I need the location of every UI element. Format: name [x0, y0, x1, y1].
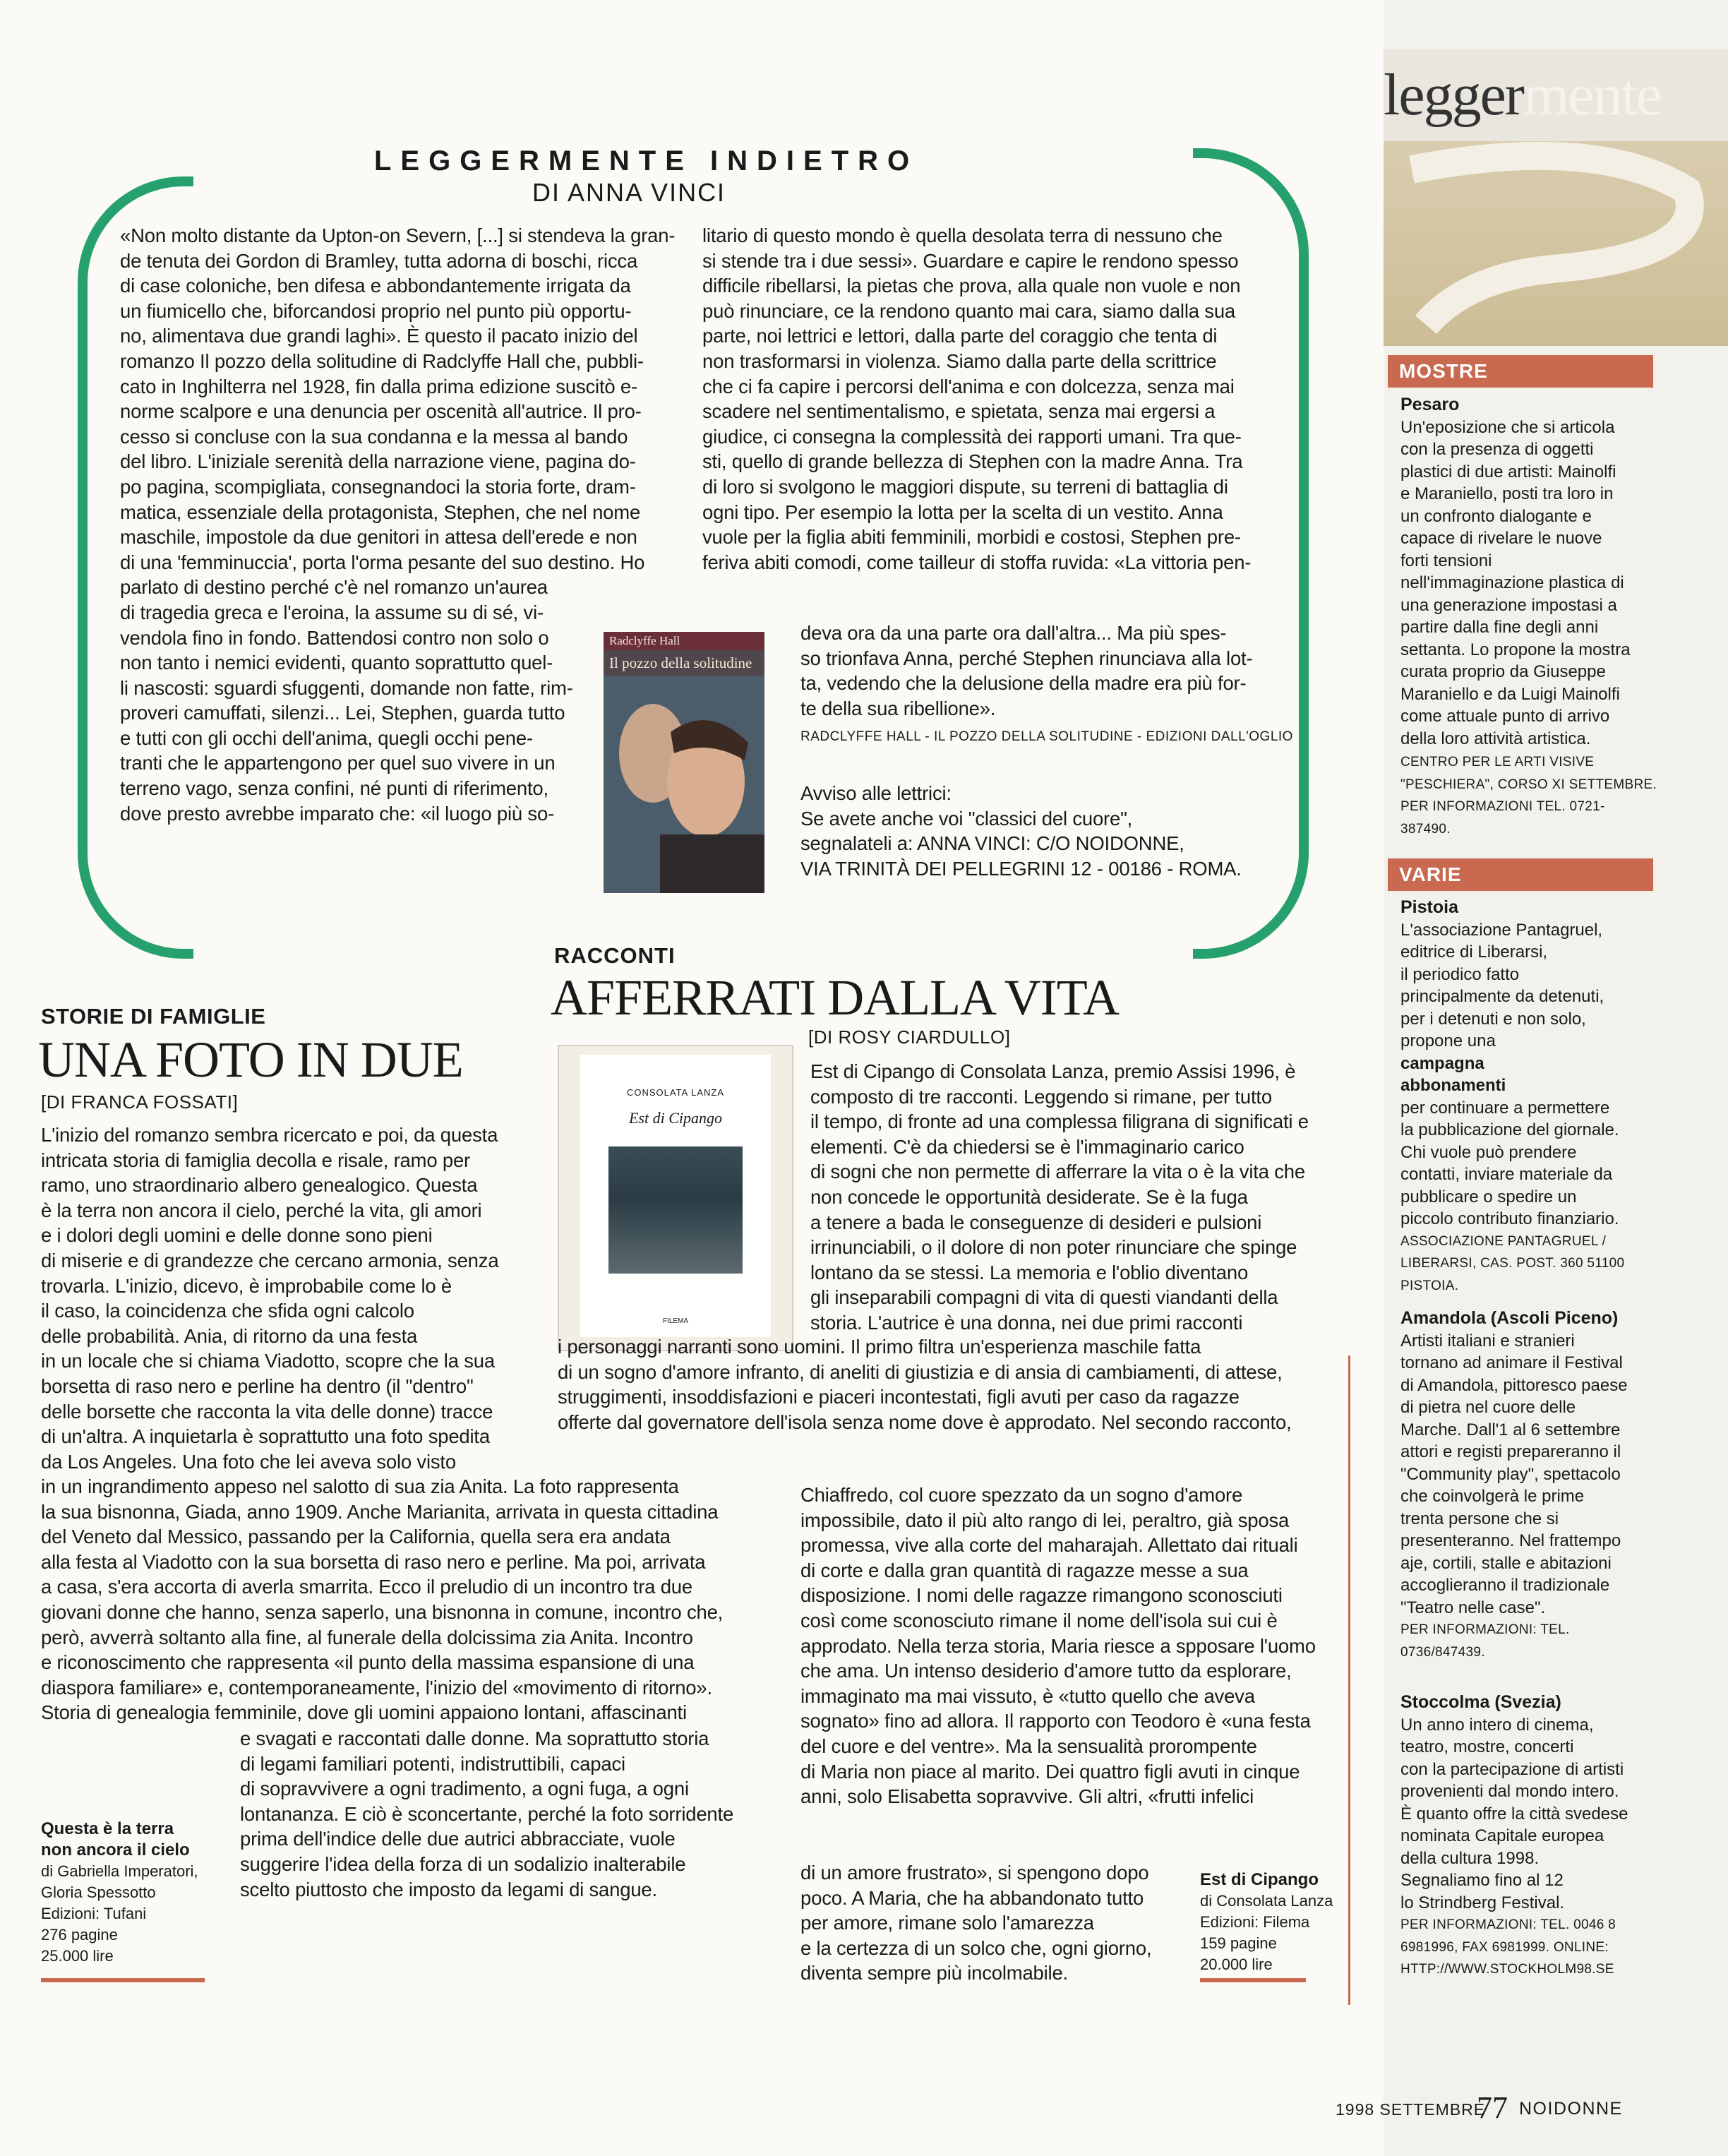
text-line: per continuare a permettere — [1400, 1098, 1610, 1118]
varie-header: VARIE — [1388, 858, 1653, 891]
text-line: immaginato ma mai vissuto, è «tutto quello che aveva — [800, 1684, 1255, 1707]
text-line: contatti, inviare materiale da — [1400, 1165, 1613, 1184]
text-line: il tempo, di fronte ad una complessa filigrana di significati e — [810, 1110, 1309, 1133]
text-line: accoglieranno il tradizionale — [1400, 1576, 1610, 1595]
caption-rule-left — [41, 1978, 205, 1982]
text-line: della cultura 1998. — [1400, 1848, 1540, 1868]
text-line: PER INFORMAZIONI: TEL. — [1400, 1622, 1570, 1637]
mostre-city: Pesaro — [1400, 395, 1460, 414]
text-line: a casa, s'era accorta di averla smarrita. Ecco il preludio di un incontro tra due — [41, 1576, 692, 1598]
text-line: e i dolori degli uomini e delle donne sono pieni — [41, 1224, 433, 1247]
text-line: "PESCHIERA", CORSO XI SETTEMBRE. — [1400, 777, 1657, 792]
text-line: parlato di destino perché c'è nel romanzo un'aurea — [120, 576, 548, 599]
text-line: borsetta di raso nero e perline ha dentro (il "dentro" — [41, 1375, 474, 1397]
text-line: una generazione impostasi a — [1400, 595, 1617, 615]
text-line: sognato» fino ad allora. Il rapporto con Teodoro è «una festa — [800, 1710, 1311, 1732]
text-line: 159 pagine — [1200, 1934, 1277, 1952]
decorative-band — [1384, 141, 1728, 346]
caption-title2: non ancora il cielo — [41, 1840, 190, 1859]
text-line: promessa, vive alla corte del maharajah. Allettato dai rituali — [800, 1534, 1298, 1557]
text-line: di Gabriella Imperatori, — [41, 1862, 198, 1880]
text-line: con la presenza di oggetti — [1400, 440, 1594, 459]
text-line: propone una — [1400, 1031, 1496, 1050]
text-line: nominata Capitale europea — [1400, 1826, 1604, 1845]
text-line: 25.000 lire — [41, 1947, 114, 1965]
text-line: terreno vago, senza confini, né punti di riferimento, — [120, 777, 548, 800]
text-line: di un'altra. A inquietarla è soprattutto una foto spedita — [41, 1425, 490, 1448]
text-line: Edizioni: Filema — [1200, 1913, 1310, 1931]
text-line: di Amandola, pittoresco paese — [1400, 1375, 1628, 1395]
text-line: elementi. C'è da chiedersi se è l'immaginario carico — [810, 1135, 1244, 1158]
pistoia-info — [1400, 1230, 1637, 1298]
text-line: si stende tra i due sessi». Guardare e capire le rendono spesso — [702, 249, 1239, 272]
famiglie-caption — [41, 1819, 224, 1967]
footer-date: 1998 SETTEMBRE — [1336, 2100, 1486, 2119]
text-line: di sogni che non permette di afferrare la vita o è la vita che — [810, 1161, 1305, 1183]
racconti-kicker: RACCONTI — [554, 943, 676, 968]
text-line: offerte dal governatore dell'isola senza nome dove è approdato. Nel secondo racconto, — [558, 1411, 1292, 1433]
text-line: provenienti dal mondo intero. — [1400, 1782, 1619, 1801]
top-left-column — [120, 223, 676, 826]
text-line: che ci fa capire i percorsi dell'anima e con dolcezza, senza mai — [702, 375, 1235, 397]
text-line: della loro attività artistica. — [1400, 729, 1591, 748]
text-line: curata proprio da Giuseppe — [1400, 662, 1606, 681]
text-line: po pagina, scompigliata, consegnandoci la storia forte, dram- — [120, 475, 636, 498]
text-line: in un locale che si chiama Viadotto, scopre che la sua — [41, 1350, 495, 1372]
stoccolma-text — [1400, 1714, 1637, 1915]
text-line: Artisti italiani e stranieri — [1400, 1331, 1575, 1351]
text-line: disposizione. I nomi delle ragazze rimangono sconosciuti — [800, 1584, 1283, 1607]
text-line: che ama. Un intenso desiderio d'amore tutto da esplorare, — [800, 1660, 1292, 1682]
text-line: di una 'femminuccia', porta l'orma pesante del suo destino. Ho — [120, 551, 645, 573]
source-line: RADCLYFFE HALL - IL POZZO DELLA SOLITUDINE - EDIZIONI DALL'OGLIO — [800, 729, 1293, 744]
cover-portrait — [604, 676, 764, 893]
text-line: "Community play", spettacolo — [1400, 1464, 1621, 1484]
text-line: la pubblicazione del giornale. — [1400, 1120, 1619, 1139]
amandola-block — [1400, 1307, 1637, 1663]
mostre-block — [1400, 394, 1657, 840]
amandola-text — [1400, 1330, 1637, 1619]
text-line: ramo, uno straordinario albero genealogico. Questa — [41, 1174, 478, 1197]
text-line: di miserie e di grandezze che cercano armonia, senza — [41, 1249, 499, 1271]
text-line: CENTRO PER LE ARTI VISIVE — [1400, 755, 1595, 769]
text-line: Edizioni: Tufani — [41, 1905, 147, 1922]
text-line: anni, solo Elisabetta sopravvive. Gli altri, «frutti infelici — [800, 1785, 1254, 1808]
text-line: la sua bisnonna, Giada, anno 1909. Anche Marianita, arrivata in questa cittadina — [41, 1500, 719, 1523]
racconti-narrow-text — [800, 1483, 1351, 1809]
text-line: Chiaffredo, col cuore spezzato da un sogno d'amore — [800, 1484, 1243, 1506]
text-line: pubblicare o spedire un — [1400, 1187, 1577, 1206]
footer-magazine: NOIDONNE — [1519, 2099, 1623, 2119]
text-line: di sopravvivere a ogni tradimento, a ogni fuga, a ogni — [240, 1778, 689, 1800]
text-line: feriva abiti comodi, come tailleur di stoffa ruvida: «La vittoria pen- — [702, 551, 1252, 573]
pistoia-text2 — [1400, 1097, 1637, 1230]
text-line: LIBERARSI, CAS. POST. 360 51100 — [1400, 1256, 1625, 1271]
text-line: «Non molto distante da Upton-on Severn, [...] si stendeva la gran- — [120, 224, 676, 246]
text-line: Un'eposizione che si articola — [1400, 417, 1615, 437]
text-line: e la certezza di un solco che, ogni giorno, — [800, 1936, 1152, 1959]
pistoia-city: Pistoia — [1400, 897, 1458, 917]
text-line: di un sogno d'amore infranto, di aneliti di giustizia e di ansia di cambiamenti, di attese, — [558, 1360, 1283, 1383]
famiglie-kicker: STORIE DI FAMIGLIE — [41, 1004, 266, 1029]
text-line: Segnaliamo fino al 12 — [1400, 1871, 1564, 1890]
text-line: Chi vuole può prendere — [1400, 1142, 1577, 1162]
text-line: norme scalpore e una denuncia per oscenità all'autrice. Il pro- — [120, 400, 642, 423]
text-line: difficile ribellarsi, la pietas che prova, alla quale non vuole e non — [702, 275, 1241, 297]
text-line: lo Strindberg Festival. — [1400, 1893, 1565, 1912]
text-line: vendola fino in fondo. Battendosi contro non solo o — [120, 626, 549, 649]
text-line: a tenere a bada le conseguenze di desideri e pulsioni — [810, 1211, 1262, 1233]
amandola-info — [1400, 1619, 1637, 1663]
text-line: un fiumicello che, biforcandosi proprio nel punto più opportu- — [120, 299, 632, 322]
text-line: PER INFORMAZIONI TEL. 0721- — [1400, 799, 1605, 814]
text-line: Se avete anche voi "classici del cuore", — [800, 807, 1133, 830]
text-line: settanta. Lo propone la mostra — [1400, 640, 1631, 659]
text-line: trovarla. L'inizio, dicevo, è improbabile come lo è — [41, 1274, 452, 1297]
text-line: ASSOCIAZIONE PANTAGRUEL / — [1400, 1233, 1607, 1249]
text-line: struggimenti, insoddisfazioni e piaceri incontestati, figli avuti per caso da ragazze — [558, 1386, 1240, 1408]
text-line: segnalateli a: ANNA VINCI: C/O NOIDONNE, — [800, 832, 1184, 855]
text-line: intricata storia di famiglia decolla e risale, ramo per — [41, 1149, 471, 1171]
text-line: non trasformarsi in violenza. Siamo dalla parte della scrittrice — [702, 349, 1217, 372]
text-line: Maraniello e da Luigi Mainolfi — [1400, 684, 1620, 704]
text-line: li nascosti: sguardi sfuggenti, domande non fatte, rim- — [120, 676, 573, 699]
text-line: forti tensioni — [1400, 551, 1492, 570]
top-right-continuation — [800, 621, 1259, 721]
caption-details-cipango — [1200, 1891, 1355, 1975]
top-right-column — [702, 223, 1260, 575]
book-cover-cipango — [559, 1046, 792, 1350]
text-line: capace di rivelare le nuove — [1400, 529, 1602, 548]
pistoia-block — [1400, 897, 1637, 1297]
text-line: di un amore frustrato», si spengono dopo — [800, 1862, 1149, 1883]
text-line: Gloria Spessotto — [41, 1883, 156, 1901]
text-line: alla festa al Viadotto con la sua borsetta di raso nero e perline. Ma poi, arrivata — [41, 1550, 706, 1573]
amandola-city: Amandola (Ascoli Piceno) — [1400, 1308, 1619, 1328]
text-line: e Maraniello, posti tra loro in — [1400, 484, 1614, 503]
text-line: parte, noi lettrici e lettori, dalla parte del coraggio che tenta di — [702, 325, 1218, 347]
text-line: PER INFORMAZIONI: TEL. 0046 8 — [1400, 1917, 1616, 1932]
brand-part2: mente — [1523, 62, 1662, 128]
famiglie-tail-text — [240, 1726, 748, 1902]
pistoia-bold2: abbonamenti — [1400, 1076, 1506, 1095]
cover-painting — [608, 1146, 743, 1274]
text-line: te della sua ribellione». — [800, 697, 996, 719]
text-line: e tutti con gli occhi dell'anima, quegli occhi pene- — [120, 726, 533, 749]
text-line: ta, vedendo che la delusione della madre era più for- — [800, 672, 1247, 695]
text-line: così come sconosciuto rimane il nome dell'isola sui cui è — [800, 1609, 1278, 1631]
text-line: diventa sempre più incolmabile. — [800, 1962, 1069, 1984]
text-line: impossibile, dato il più alto rango di lei, peraltro, già sposa — [800, 1509, 1290, 1531]
text-line: Avviso alle lettrici: — [800, 782, 952, 804]
text-line: del cuore e del ventre». Ma la sensualità prorompente — [800, 1735, 1257, 1757]
text-line: sti, quello di grande bellezza di Stephen con la madre Anna. Tra — [702, 450, 1243, 473]
text-line: Storia di genealogia femminile, dove gli uomini appaiono lontani, affascinanti — [41, 1701, 687, 1724]
text-line: delle borsette che racconta la vita delle donne) tracce — [41, 1400, 493, 1423]
text-line: L'inizio del romanzo sembra ricercato e poi, da questa — [41, 1124, 498, 1146]
text-line: giudice, ci consegna la complessità dei rapporti umani. Tra que- — [702, 425, 1242, 448]
text-line: 6981996, FAX 6981999. ONLINE: — [1400, 1939, 1609, 1955]
text-line: proveri camuffati, silenzi... Lei, Stephen, guarda tutto — [120, 702, 565, 724]
text-line: HTTP://WWW.STOCKHOLM98.SE — [1400, 1962, 1614, 1977]
text-line: di loro si svolgono le maggiori dispute, su terreni di battaglia di — [702, 475, 1228, 498]
text-line: da Los Angeles. Una foto che lei aveva solo visto — [41, 1450, 456, 1473]
text-line: i personaggi narranti sono uomini. Il primo filtra un'esperienza maschile fatta — [558, 1336, 1201, 1358]
text-line: di legami familiari potenti, indistruttibili, capaci — [240, 1752, 625, 1775]
text-line: so trionfava Anna, perché Stephen rinunciava alla lot- — [800, 647, 1253, 669]
racconti-text — [810, 1059, 1354, 1336]
famiglie-title: UNA FOTO IN DUE — [38, 1031, 463, 1088]
leggermente-byline: DI ANNA VINCI — [532, 178, 726, 207]
text-line: "Teatro nelle case". — [1400, 1598, 1546, 1617]
text-line: che coinvolgerà le prime — [1400, 1487, 1585, 1506]
text-line: per i detenuti e non solo, — [1400, 1009, 1586, 1029]
famiglie-byline: [DI FRANCA FOSSATI] — [41, 1091, 239, 1113]
text-line: PISTOIA. — [1400, 1278, 1459, 1293]
cover-title-cipango: Est di Cipango — [628, 1109, 722, 1127]
caption-rule-right — [1200, 1978, 1306, 1982]
stoccolma-city: Stoccolma (Svezia) — [1400, 1692, 1561, 1712]
text-line: non tanto i nemici evidenti, quanto soprattutto quel- — [120, 652, 553, 674]
mostre-header: MOSTRE — [1388, 355, 1653, 388]
text-line: È quanto offre la città svedese — [1400, 1804, 1628, 1823]
text-line: deva ora da una parte ora dall'altra... Ma più spes- — [800, 622, 1227, 644]
pistoia-text — [1400, 919, 1637, 1053]
text-line: suggerire l'idea della forza di un sodalizio inalterabile — [240, 1852, 686, 1875]
text-line: principalmente da detenuti, — [1400, 987, 1604, 1006]
racconti-caption — [1200, 1869, 1355, 1975]
text-line: giovani donne che hanno, senza saperlo, una bisnonna in comune, incontro che, — [41, 1600, 724, 1623]
text-line: nell'immaginazione plastica di — [1400, 573, 1624, 592]
cover-author: Radclyffe Hall — [604, 632, 764, 650]
text-line: trenta persone che si — [1400, 1509, 1559, 1528]
cover-title: Il pozzo della solitudine — [609, 654, 752, 671]
famiglie-wide-text — [41, 1474, 788, 1725]
leggermente-title: LEGGERMENTE INDIETRO — [374, 145, 919, 176]
text-line: L'associazione Pantagruel, — [1400, 920, 1603, 940]
text-line: lontananza. E ciò è sconcertante, perché la foto sorridente — [240, 1802, 734, 1825]
text-line: aje, cortili, stalle e abitazioni — [1400, 1553, 1612, 1573]
text-line: de tenuta dei Gordon di Bramley, tutta adorna di boschi, ricca — [120, 249, 638, 272]
mostre-info — [1400, 751, 1657, 840]
text-line: approdato. Nella terza storia, Maria riesce a spposare l'uomo — [800, 1634, 1316, 1657]
caption-details — [41, 1861, 224, 1967]
text-line: irrinunciabili, o il dolore di non poter rinunciare che spinge — [810, 1236, 1297, 1259]
text-line: del libro. L'iniziale serenità della narrazione viene, pagina do- — [120, 450, 636, 473]
text-line: vuole per la figlia abiti femminili, morbidi e costosi, Stephen pre- — [702, 526, 1241, 549]
text-line: Est di Cipango di Consolata Lanza, premio Assisi 1996, è — [810, 1060, 1296, 1082]
text-line: attori e registi prepareranno il — [1400, 1442, 1621, 1461]
text-line: non concede le opportunità desiderate. Se è la fuga — [810, 1185, 1248, 1208]
text-line: dove presto avrebbe imparato che: «il luogo più so- — [120, 802, 555, 825]
racconti-short-text — [800, 1860, 1185, 1986]
pistoia-bold: campagna — [1400, 1053, 1484, 1073]
text-line: di Maria non piace al marito. Dei quattro figli avuti in cinque — [800, 1760, 1300, 1783]
text-line: lontano da se stessi. La memoria e l'oblio diventano — [810, 1261, 1249, 1283]
text-line: cesso si concluse con la sua condanna e la messa al bando — [120, 425, 628, 448]
text-line: scelto piuttosto che imposto da legami di sangue. — [240, 1878, 657, 1900]
text-line: matica, essenziale della protagonista, Stephen, che nel nome — [120, 501, 641, 523]
notice-block — [800, 781, 1295, 881]
text-line: il caso, la coincidenza che sfida ogni calcolo — [41, 1300, 414, 1322]
text-line: cato in Inghilterra nel 1928, fin dalla prima edizione suscitò e- — [120, 375, 637, 397]
stoccolma-block — [1400, 1691, 1637, 1981]
cover-author-cipango: CONSOLATA LANZA — [626, 1087, 725, 1098]
text-line: Marche. Dall'1 al 6 settembre — [1400, 1420, 1621, 1439]
text-line: plastici di due artisti: Mainolfi — [1400, 462, 1616, 481]
footer-page: 77 — [1477, 2090, 1508, 2125]
famiglie-text — [41, 1122, 538, 1474]
section-brand — [1384, 49, 1728, 141]
text-line: e svagati e raccontati dalle donne. Ma soprattutto storia — [240, 1727, 709, 1749]
text-line: di corte e dalla gran quantità di ragazze messe a sua — [800, 1559, 1249, 1581]
text-line: delle probabilità. Ania, di ritorno da una festa — [41, 1324, 418, 1347]
text-line: del Veneto dal Messico, passando per la California, quella sera era andata — [41, 1526, 671, 1548]
racconti-title: AFFERRATI DALLA VITA — [551, 969, 1119, 1026]
text-line: di case coloniche, ben difesa e abbondantemente irrigata da — [120, 275, 631, 297]
text-line: può rinunciare, ce la rendono quanto mai cara, siamo dalla sua — [702, 299, 1236, 322]
text-line: Un anno intero di cinema, — [1400, 1715, 1594, 1735]
text-line: VIA TRINITÀ DEI PELLEGRINI 12 - 00186 - ROMA. — [800, 857, 1242, 880]
brand-part1: legger — [1384, 62, 1523, 128]
text-line: litario di questo mondo è quella desolata terra di nessuno che — [702, 224, 1223, 246]
text-line: però, avverrà soltanto alla fine, al funerale della dolcissima zia Anita. Incontro — [41, 1626, 693, 1648]
text-line: diaspora familiare» e, contemporaneamente, l'inizio del «movimento di ritorno». — [41, 1676, 712, 1699]
text-line: e riconoscimento che rappresenta «il punto della massima espansione di una — [41, 1651, 695, 1674]
text-line: 0736/847439. — [1400, 1644, 1485, 1660]
cover-inner — [580, 1055, 771, 1337]
text-line: gli inseparabili compagni di vita di questi viandanti della — [810, 1286, 1278, 1309]
text-line: come attuale punto di arrivo — [1400, 707, 1610, 726]
text-line: presenteranno. Nel frattempo — [1400, 1531, 1621, 1550]
cover-publisher: FILEMA — [662, 1317, 689, 1325]
text-line: romanzo Il pozzo della solitudine di Radclyffe Hall che, pubbli- — [120, 349, 644, 372]
text-line: maschile, impostole da due genitori in attesa dell'erede e non — [120, 526, 637, 549]
text-line: piccolo contributo finanziario. — [1400, 1209, 1619, 1228]
text-line: con la partecipazione di artisti — [1400, 1759, 1624, 1779]
text-line: poco. A Maria, che ha abbandonato tutto — [800, 1886, 1144, 1909]
text-line: 387490. — [1400, 821, 1451, 837]
text-line: 276 pagine — [41, 1926, 118, 1944]
racconti-byline: [DI ROSY CIARDULLO] — [808, 1026, 1011, 1048]
text-line: in un ingrandimento appeso nel salotto di sua zia Anita. La foto rappresenta — [41, 1475, 679, 1497]
text-line: editrice di Liberarsi, — [1400, 942, 1548, 962]
text-line: teatro, mostre, concerti — [1400, 1737, 1574, 1756]
text-line: di Consolata Lanza — [1200, 1892, 1333, 1910]
text-line: scadere nel sentimentalismo, e spietata, senza mai ergersi a — [702, 400, 1216, 423]
text-line: il periodico fatto — [1400, 964, 1520, 984]
stoccolma-info — [1400, 1914, 1637, 1981]
book-cover-pozzo — [604, 632, 764, 893]
text-line: tornano ad animare il Festival — [1400, 1353, 1623, 1372]
text-line: ogni tipo. Per esempio la lotta per la scelta di un vestito. Anna — [702, 501, 1223, 523]
text-line: partire dalla fine degli anni — [1400, 618, 1599, 637]
caption-title1: Questa è la terra — [41, 1819, 174, 1838]
text-line: per amore, rimane solo l'amarezza — [800, 1912, 1094, 1934]
text-line: 20.000 lire — [1200, 1956, 1273, 1973]
text-line: di pietra nel cuore delle — [1400, 1398, 1576, 1417]
text-line: prima dell'indice delle due autrici abbracciate, vuole — [240, 1828, 676, 1850]
text-line: storia. L'autrice è una donna, nei due primi racconti — [810, 1311, 1243, 1334]
text-line: di tragedia greca e l'eroina, la assume su di sé, vi- — [120, 601, 544, 623]
racconti-wide-text — [558, 1334, 1355, 1435]
decorative-swirl — [1384, 141, 1728, 346]
text-line: è la terra non ancora il cielo, perché la vita, gli amori — [41, 1199, 482, 1221]
text-line: tranti che le appartengono per quel suo vivere in un — [120, 752, 556, 774]
text-line: no, alimentava due grandi laghi». È questo il pacato inizio del — [120, 325, 638, 347]
mostre-text — [1400, 417, 1637, 750]
text-line: composto di tre racconti. Leggendo si rimane, per tutto — [810, 1085, 1272, 1108]
text-line: un confronto dialogante e — [1400, 506, 1592, 526]
caption-title-cipango: Est di Cipango — [1200, 1870, 1319, 1889]
